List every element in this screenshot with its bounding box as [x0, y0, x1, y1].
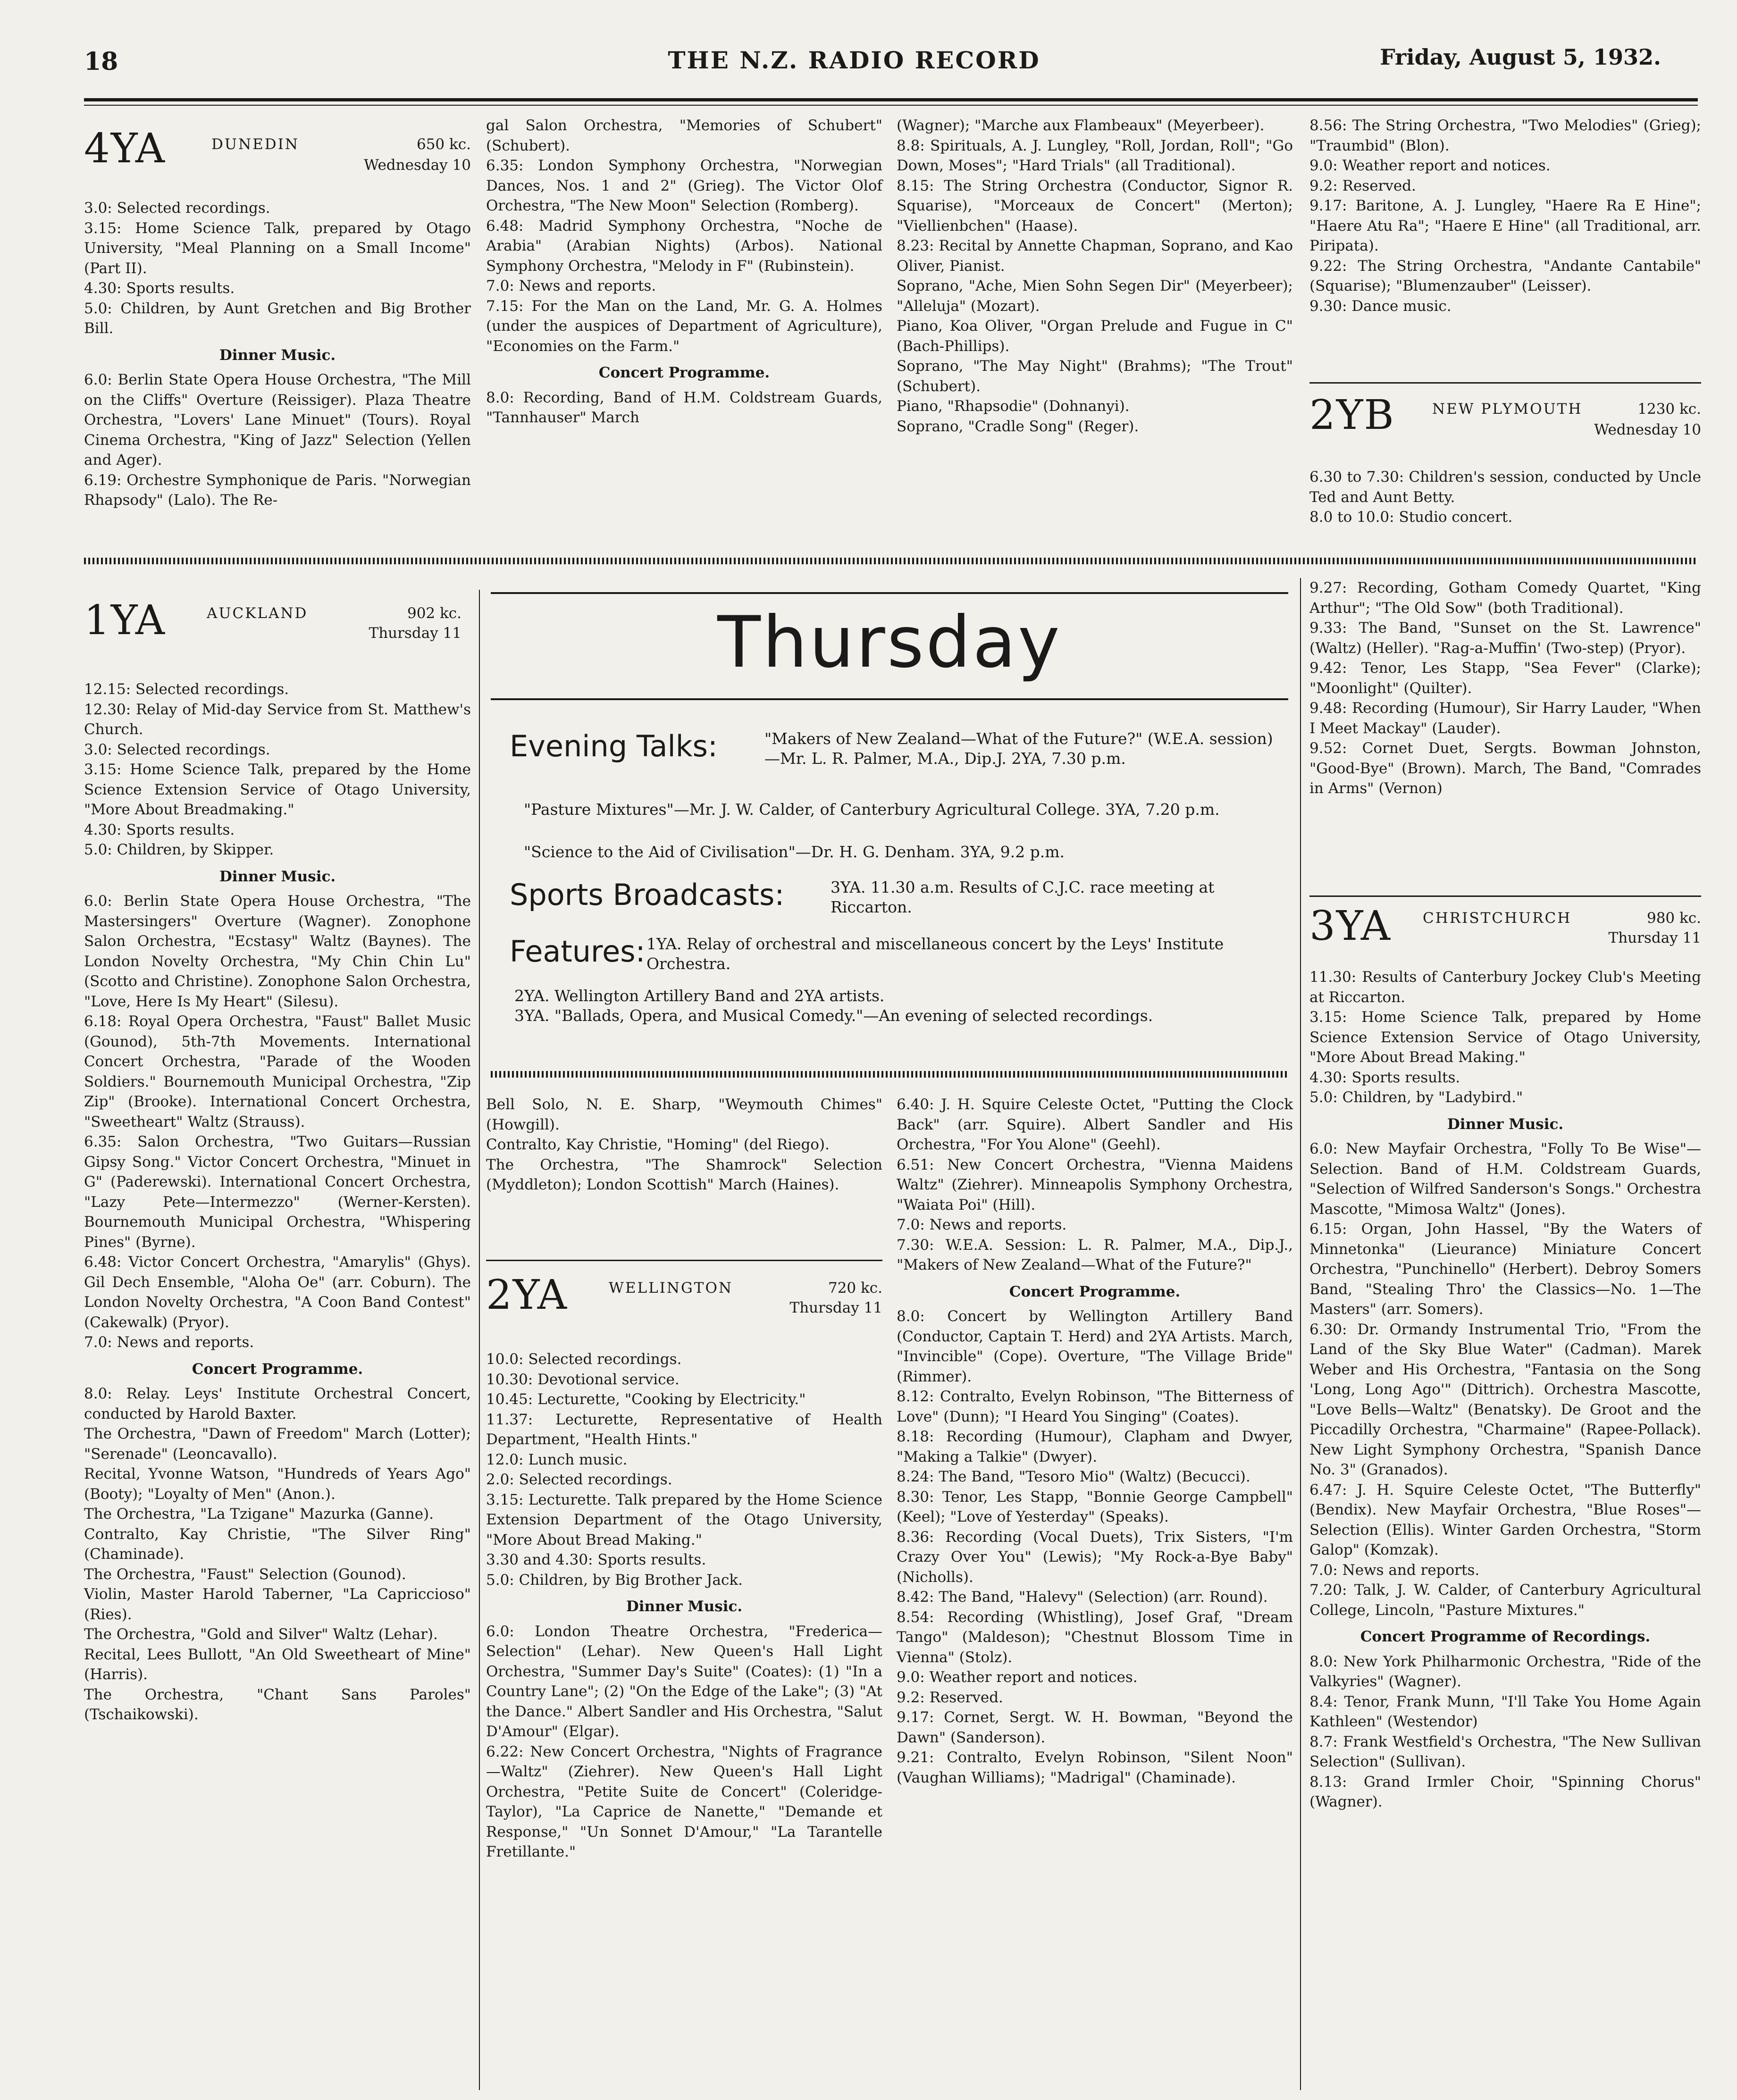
list-item: 9.17: Cornet, Sergt. W. H. Bowman, "Beyond the Dawn" (Sanderson).: [897, 1709, 1293, 1746]
list-item: 12.30: Relay of Mid-day Service from St. Matthew's Church.: [84, 701, 471, 738]
banner-rule-bottom: [491, 698, 1288, 700]
list-item: 9.17: Baritone, A. J. Lungley, "Haere Ra E Hine"; "Haere Atu Ra"; "Haere E Hine" (all Traditional, arr. Piripata).: [1309, 197, 1701, 254]
day: Thursday 11: [369, 625, 462, 642]
list-item: 6.18: Royal Opera Orchestra, "Faust" Ballet Music (Gounod), 5th-7th Movements. International Concert Orchestra, "Parade of the Wooden Soldiers." Bournemouth Municipal Orchestra, "Zip Zip" (Brooke). International Concert Orchestra, "Sweetheart" Waltz (Strauss).: [84, 1013, 471, 1130]
talks-label: Evening Talks:: [510, 729, 718, 763]
section-heading: Dinner Music.: [219, 868, 336, 885]
section-heading: Concert Programme.: [598, 364, 770, 381]
frequency: 902 kc.: [407, 605, 462, 622]
list-item: 7.0: News and reports.: [84, 1334, 254, 1351]
city: WELLINGTON: [609, 1280, 733, 1297]
list-item: 6.35: London Symphony Orchestra, "Norwegian Dances, Nos. 1 and 2" (Grieg). The Victor Olof Orchestra, "The New Moon" Selection (Romberg).: [486, 157, 882, 214]
divider-2ya: [486, 1260, 882, 1261]
day: Thursday 11: [1608, 929, 1701, 946]
column-1ya: [84, 679, 471, 1725]
section-heading: Dinner Music.: [219, 346, 336, 364]
column-2ya: [486, 1349, 882, 1862]
sports-text: 3YA. 11.30 a.m. Results of C.J.C. race meeting at Riccarton.: [831, 878, 1215, 916]
list-item: 8.42: The Band, "Halevy" (Selection) (arr. Round).: [897, 1589, 1268, 1606]
list-item: 6.40: J. H. Squire Celeste Octet, "Putting the Clock Back" (arr. Squire). Albert Sandler and His Orchestra, "For You Alone" (Geehl).: [897, 1096, 1293, 1153]
frequency: 980 kc.: [1646, 910, 1701, 927]
city: DUNEDIN: [211, 136, 299, 153]
city: CHRISTCHURCH: [1423, 910, 1572, 927]
day: Wednesday 10: [1594, 421, 1701, 438]
station-header-2ya: [486, 1274, 882, 1330]
callsign: 3YA: [1309, 903, 1391, 950]
callsign: 2YB: [1309, 392, 1395, 439]
list-item: 12.0: Lunch music.: [486, 1451, 628, 1468]
list-item: 3.30 and 4.30: Sports results.: [486, 1551, 706, 1568]
page-number: 18: [84, 47, 118, 76]
list-item: The Orchestra, "Chant Sans Paroles" (Tschaikowski).: [84, 1686, 471, 1723]
column-top-3: [897, 116, 1293, 436]
list-item: The Orchestra, "The Shamrock" Selection (Myddleton); London Scottish" March (Haines).: [486, 1156, 882, 1193]
issue-date: Friday, August 5, 1932.: [1380, 44, 1661, 70]
masthead-rule-thin: [84, 105, 1698, 106]
list-item: 8.24: The Band, "Tesoro Mio" (Waltz) (Becucci).: [897, 1468, 1250, 1485]
column-4ya: [84, 198, 471, 510]
divider-3ya: [1309, 895, 1701, 897]
list-item: 6.30 to 7.30: Children's session, conducted by Uncle Ted and Aunt Betty.: [1309, 469, 1701, 506]
list-item: Recital, Lees Bullott, "An Old Sweetheart of Mine" (Harris).: [84, 1646, 471, 1683]
list-item: 9.27: Recording, Gotham Comedy Quartet, "King Arthur"; "The Old Sow" (both Traditional).: [1309, 579, 1701, 617]
list-item: 9.0: Weather report and notices.: [1309, 157, 1551, 174]
list-item: 2.0: Selected recordings.: [486, 1471, 672, 1488]
list-item: 9.21: Contralto, Evelyn Robinson, "Silent Noon" (Vaughan Williams); "Madrigal" (Chaminade).: [897, 1749, 1293, 1786]
list-item: Contralto, Kay Christie, "The Silver Ring" (Chaminade).: [84, 1525, 471, 1563]
list-item: 8.8: Spirituals, A. J. Lungley, "Roll, Jordan, Roll"; "Go Down, Moses"; "Hard Trials" (all Traditional).: [897, 137, 1293, 174]
section-heading: Dinner Music.: [626, 1598, 743, 1615]
list-item: Soprano, "Cradle Song" (Reger).: [897, 418, 1139, 435]
list-item: 8.23: Recital by Annette Chapman, Soprano, and Kao Oliver, Pianist.: [897, 237, 1293, 275]
list-item: 7.0: News and reports.: [897, 1216, 1067, 1233]
list-item: 6.0: Berlin State Opera House Orchestra, "The Mastersingers" Overture (Wagner). Zonophone Salon Orchestra, "Ecstasy" Waltz (Baynes). The London Novelty Orchestra, "My Chin Chin Lu" (Scotto and Christine). Zonophone Salon Orchestra, "Love, Here Is My Heart" (Silesu).: [84, 893, 471, 1010]
list-item: 5.0: Children, by "Ladybird.": [1309, 1089, 1523, 1106]
list-item: 3.0: Selected recordings.: [84, 741, 270, 758]
list-item: 8.13: Grand Irmler Choir, "Spinning Chorus" (Wagner).: [1309, 1773, 1701, 1810]
column-3ya: [1309, 967, 1701, 1812]
section-heading: Concert Programme.: [1009, 1283, 1181, 1300]
column-right-top: [1309, 578, 1701, 799]
list-item: 6.0: New Mayfair Orchestra, "Folly To Be Wise"—Selection. Band of H.M. Coldstream Guards, "Selection of Wilfred Sanderson's Songs." Orchestra Mascotte, "Mimosa Waltz" (Jones).: [1309, 1140, 1701, 1218]
list-item: 8.7: Frank Westfield's Orchestra, "The New Sullivan Selection" (Sullivan).: [1309, 1733, 1701, 1770]
list-item: The Orchestra, "Faust" Selection (Gounod).: [84, 1565, 406, 1583]
day-banner: Thursday: [717, 602, 1062, 684]
list-item: 9.48: Recording (Humour), Sir Harry Lauder, "When I Meet Mackay" (Lauder).: [1309, 700, 1701, 737]
list-item: 10.30: Devotional service.: [486, 1371, 680, 1388]
list-item: 8.15: The String Orchestra (Conductor, Signor R. Squarise), "Morceaux de Concert" (Merton); "Viellienbchen" (Haase).: [897, 177, 1293, 234]
frequency: 1230 kc.: [1637, 401, 1701, 418]
list-item: Bell Solo, N. E. Sharp, "Weymouth Chimes" (Howgill).: [486, 1096, 882, 1133]
callsign: 2YA: [486, 1272, 568, 1319]
banner-divider: [491, 1071, 1288, 1078]
list-item: 9.0: Weather report and notices.: [897, 1669, 1138, 1686]
callsign: 1YA: [84, 597, 166, 644]
list-item: 10.45: Lecturette, "Cooking by Electricity.": [486, 1391, 806, 1408]
list-item: 9.52: Cornet Duet, Sergts. Bowman Johnston, "Good-Bye" (Brown). March, The Band, "Comrades in Arms" (Vernon): [1309, 740, 1701, 797]
list-item: 8.0 to 10.0: Studio concert.: [1309, 509, 1513, 526]
list-item: 3.15: Home Science Talk, prepared by Otago University, "Meal Planning on a Small Income" (Part II).: [84, 219, 471, 277]
list-item: gal Salon Orchestra, "Memories of Schubert" (Schubert).: [486, 117, 882, 154]
list-item: 8.0: Relay. Leys' Institute Orchestral Concert, conducted by Harold Baxter.: [84, 1385, 471, 1422]
talk-1: "Makers of New Zealand—What of the Future?" (W.E.A. session)—Mr. L. R. Palmer, M.A., Dip.J. 2YA, 7.30 p.m.: [764, 729, 1273, 768]
list-item: 9.30: Dance music.: [1309, 297, 1452, 315]
feature-2: 2YA. Wellington Artillery Band and 2YA artists.: [514, 987, 885, 1005]
city: AUCKLAND: [207, 605, 308, 622]
list-item: 6.51: New Concert Orchestra, "Vienna Maidens Waltz" (Ziehrer). Minneapolis Symphony Orchestra, "Waiata Poi" (Hill).: [897, 1156, 1293, 1213]
list-item: 8.0: New York Philharmonic Orchestra, "Ride of the Valkyries" (Wagner).: [1309, 1653, 1701, 1690]
list-item: 6.48: Victor Concert Orchestra, "Amarylis" (Ghys). Gil Dech Ensemble, "Aloha Oe" (arr. Coburn). The London Novelty Orchestra, "A Coon Band Contest" (Cakewalk) (Pryor).: [84, 1254, 471, 1331]
list-item: 8.56: The String Orchestra, "Two Melodies" (Grieg); "Traumbid" (Blon).: [1309, 117, 1701, 154]
banner-rule-top: [491, 592, 1288, 594]
list-item: 4.30: Sports results.: [84, 280, 235, 297]
list-item: 9.2: Reserved.: [1309, 177, 1416, 194]
list-item: 7.0: News and reports.: [486, 277, 656, 294]
section-heading: Concert Programme.: [192, 1360, 363, 1378]
list-item: 7.0: News and reports.: [1309, 1561, 1480, 1579]
feature-3: 3YA. "Ballads, Opera, and Musical Comedy."—An evening of selected recordings.: [514, 1006, 1153, 1025]
list-item: 8.30: Tenor, Les Stapp, "Bonnie George Campbell" (Keel); "Love of Yesterday" (Speaks).: [897, 1488, 1293, 1525]
list-item: 6.15: Organ, John Hassel, "By the Waters of Minnetonka" (Lieurance) Miniature Concert Orchestra, "Punchinello" (Herbert). Debroy Somers Band, "Stealing Thro' the Classics—No. 1—The Masters" (arr. Somers).: [1309, 1221, 1701, 1318]
list-item: Violin, Master Harold Taberner, "La Capriccioso" (Ries).: [84, 1586, 471, 1623]
list-item: 6.22: New Concert Orchestra, "Nights of Fragrance—Waltz" (Ziehrer). New Queen's Hall Light Orchestra, "Petite Suite de Concert" (Coleridge-Taylor), "La Caprice de Nanette," "Demande et Response," "Un Sonnet D'Amour," "La Tarantelle Fretillante.": [486, 1743, 882, 1860]
list-item: 8.4: Tenor, Frank Munn, "I'll Take You Home Again Kathleen" (Westendor): [1309, 1693, 1701, 1730]
list-item: The Orchestra, "La Tzigane" Mazurka (Ganne).: [84, 1506, 434, 1523]
frequency: 650 kc.: [416, 136, 471, 153]
list-item: 11.37: Lecturette, Representative of Health Department, "Health Hints.": [486, 1411, 882, 1448]
band-divider: [84, 558, 1698, 564]
list-item: 8.12: Contralto, Evelyn Robinson, "The Bitterness of Love" (Dunn); "I Heard You Singing" (Coates).: [897, 1388, 1293, 1425]
list-item: 9.33: The Band, "Sunset on the St. Lawrence" (Waltz) (Heller). "Rag-a-Muffin' (Two-step) (Pryor).: [1309, 619, 1701, 657]
list-item: 8.18: Recording (Humour), Clapham and Dwyer, "Making a Talkie" (Dwyer).: [897, 1428, 1293, 1465]
list-item: 3.0: Selected recordings.: [84, 200, 270, 217]
city: NEW PLYMOUTH: [1432, 401, 1583, 418]
list-item: 8.0: Concert by Wellington Artillery Band (Conductor, Captain T. Herd) and 2YA Artists. March, "Invincible" (Cope). Overture, "The Village Bride" (Rimmer).: [897, 1308, 1293, 1385]
column-rule: [1300, 578, 1301, 2090]
list-item: 3.15: Lecturette. Talk prepared by the Home Science Extension Department of the Otago University, "More About Bread Making.": [486, 1491, 882, 1548]
list-item: 7.30: W.E.A. Session: L. R. Palmer, M.A., Dip.J., "Makers of New Zealand—What of the Future?": [897, 1236, 1293, 1273]
list-item: 8.54: Recording (Whistling), Josef Graf, "Dream Tango" (Maldeson); "Chestnut Blossom Time in Vienna" (Stolz).: [897, 1608, 1293, 1666]
list-item: 8.36: Recording (Vocal Duets), Trix Sisters, "I'm Crazy Over You" (Lewis); "My Rock-a-Bye Baby" (Nicholls).: [897, 1528, 1293, 1586]
masthead-rule: [84, 98, 1698, 101]
list-item: 5.0: Children, by Skipper.: [84, 841, 274, 858]
station-header-2yb: [1309, 394, 1701, 455]
list-item: 6.48: Madrid Symphony Orchestra, "Noche de Arabia" (Arabian Nights) (Arbos). National Symphony Orchestra, "Melody in F" (Rubinstein).: [486, 217, 882, 275]
column-mid-right: [897, 1095, 1293, 1788]
divider-2yb: [1309, 382, 1701, 384]
list-item: Soprano, "Ache, Mien Sohn Segen Dir" (Meyerbeer); "Alleluja" (Mozart).: [897, 277, 1293, 315]
list-item: Recital, Yvonne Watson, "Hundreds of Years Ago" (Booty); "Loyalty of Men" (Anon.).: [84, 1465, 471, 1503]
column-2yb: [1309, 467, 1701, 527]
sports-label: Sports Broadcasts:: [510, 878, 785, 912]
list-item: 5.0: Children, by Big Brother Jack.: [486, 1571, 743, 1589]
list-item: Piano, Koa Oliver, "Organ Prelude and Fugue in C" (Bach-Phillips).: [897, 318, 1293, 355]
frequency: 720 kc.: [828, 1280, 882, 1297]
column-top-4: [1309, 116, 1701, 316]
station-header-1ya: [84, 599, 462, 656]
section-heading: Concert Programme of Recordings.: [1360, 1628, 1651, 1645]
list-item: The Orchestra, "Gold and Silver" Waltz (Lehar).: [84, 1626, 438, 1643]
list-item: 6.0: London Theatre Orchestra, "Frederica—Selection" (Lehar). New Queen's Hall Light Orchestra, "Summer Day's Suite" (Coates): (1) "In a Country Lane"; (2) "On the Edge of the Lake"; (3) "At the Dance." Albert Sandler and His Orchestra, "Salut D'Amour" (Elgar).: [486, 1623, 882, 1740]
callsign: 4YA: [84, 125, 166, 172]
list-item: 7.20: Talk, J. W. Calder, of Canterbury Agricultural College, Lincoln, "Pasture Mixtures.": [1309, 1581, 1701, 1619]
list-item: Soprano, "The May Night" (Brahms); "The Trout" (Schubert).: [897, 358, 1293, 395]
feature-1: 1YA. Relay of orchestral and miscellaneous concert by the Leys' Institute Orchestra.: [646, 935, 1224, 973]
station-header-3ya: [1309, 905, 1701, 962]
day: Thursday 11: [789, 1299, 882, 1316]
station-header-4ya: [84, 127, 471, 193]
list-item: 9.2: Reserved.: [897, 1689, 1003, 1706]
list-item: 6.0: Berlin State Opera House Orchestra, "The Mill on the Cliffs" Overture (Reissiger). Plaza Theatre Orchestra, "Lovers' Lane Minuet" (Tours). Royal Cinema Orchestra, "King of Jazz" Selection (Yellen and Ager).: [84, 371, 471, 469]
list-item: 3.15: Home Science Talk, prepared by Home Science Extension Service of Otago University, "More About Bread Making.": [1309, 1009, 1701, 1066]
list-item: 4.30: Sports results.: [84, 821, 235, 838]
list-item: 8.0: Recording, Band of H.M. Coldstream Guards, "Tannhauser" March: [486, 389, 882, 426]
list-item: 6.30: Dr. Ormandy Instrumental Trio, "From the Land of the Sky Blue Water" (Cadman). Marek Weber and His Orchestra, "Fantasia on the Song 'Long, Long Ago'" (Dittrich). Orchestra Mascotte, "Love Bells—Waltz" (Benatsky). De Groot and the Piccadilly Orchestra, "Charmaine" (Rapee-Pollack). New Light Symphony Orchestra, "Spanish Dance No. 3" (Granados).: [1309, 1321, 1701, 1478]
newspaper-title: THE N.Z. RADIO RECORD: [668, 46, 1041, 74]
column-mid-left-top: [486, 1095, 882, 1195]
list-item: 11.30: Results of Canterbury Jockey Club's Meeting at Riccarton.: [1309, 969, 1701, 1006]
list-item: The Orchestra, "Dawn of Freedom" March (Lotter); "Serenade" (Leoncavallo).: [84, 1425, 471, 1463]
list-item: 10.0: Selected recordings.: [486, 1351, 682, 1368]
section-heading: Dinner Music.: [1447, 1115, 1564, 1133]
list-item: 9.22: The String Orchestra, "Andante Cantabile" (Squarise); "Blumenzauber" (Leisser).: [1309, 257, 1701, 294]
day: Wednesday 10: [364, 157, 471, 174]
list-item: 7.15: For the Man on the Land, Mr. G. A. Holmes (under the auspices of Department of Agriculture), "Economies on the Farm.": [486, 297, 882, 355]
list-item: 4.30: Sports results.: [1309, 1069, 1460, 1086]
features-label: Features:: [510, 934, 646, 969]
list-item: 6.47: J. H. Squire Celeste Octet, "The Butterfly" (Bendix). New Mayfair Orchestra, "Blue Roses"—Selection (Ellis). Winter Garden Orchestra, "Storm Galop" (Komzak).: [1309, 1481, 1701, 1558]
list-item: 6.19: Orchestre Symphonique de Paris. "Norwegian Rhapsody" (Lalo). The Re-: [84, 471, 471, 509]
list-item: Contralto, Kay Christie, "Homing" (del Riego).: [486, 1136, 830, 1153]
column-top-2: [486, 116, 882, 428]
talk-3: "Science to the Aid of Civilisation"—Dr. H. G. Denham. 3YA, 9.2 p.m.: [524, 843, 1065, 861]
list-item: (Wagner); "Marche aux Flambeaux" (Meyerbeer).: [897, 117, 1265, 134]
column-rule: [479, 590, 480, 2090]
list-item: 9.42: Tenor, Les Stapp, "Sea Fever" (Clarke); "Moonlight" (Quilter).: [1309, 660, 1701, 697]
list-item: 5.0: Children, by Aunt Gretchen and Big Brother Bill.: [84, 300, 471, 337]
list-item: 3.15: Home Science Talk, prepared by the Home Science Extension Service of Otago University, "More About Breadmaking.": [84, 761, 471, 818]
list-item: 12.15: Selected recordings.: [84, 681, 289, 698]
talk-2: "Pasture Mixtures"—Mr. J. W. Calder, of Canterbury Agricultural College. 3YA, 7.20 p.m.: [524, 800, 1220, 819]
list-item: 6.35: Salon Orchestra, "Two Guitars—Russian Gipsy Song." Victor Concert Orchestra, "Minuet in G" (Paderewski). International Concert Orchestra, "Lazy Pete—Intermezzo" (Werner-Kersten). Bournemouth Municipal Orchestra, "Whispering Pines" (Byrne).: [84, 1133, 471, 1251]
list-item: Piano, "Rhapsodie" (Dohnanyi).: [897, 398, 1130, 415]
